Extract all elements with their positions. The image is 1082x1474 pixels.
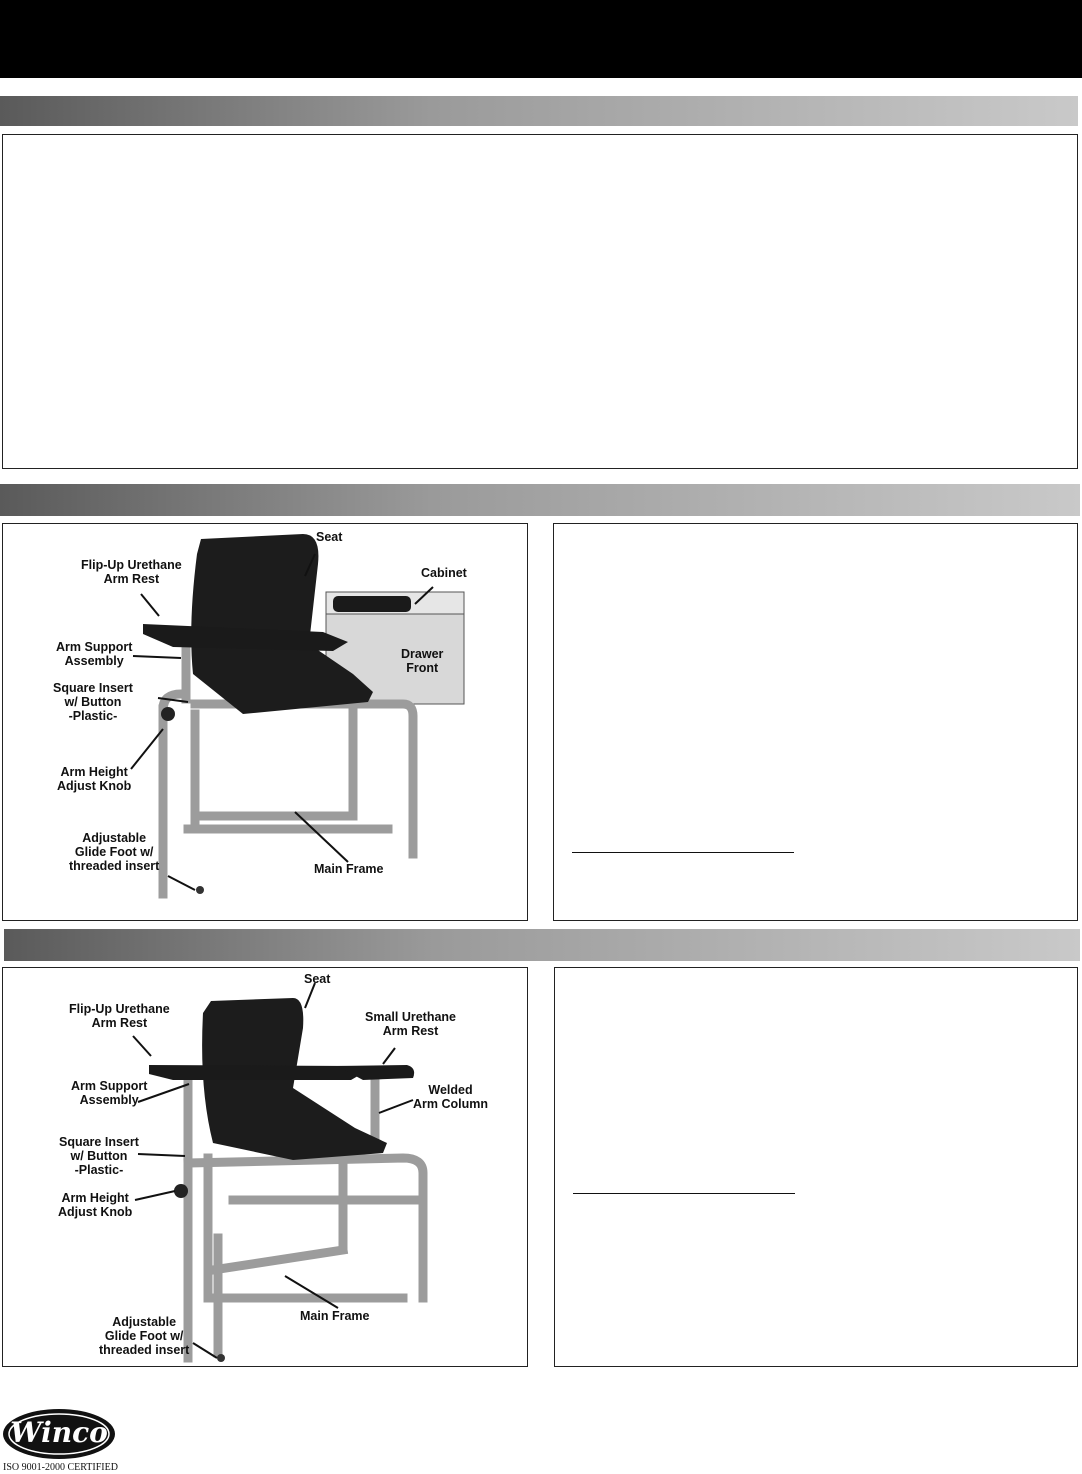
section-bar-3 xyxy=(4,929,1080,961)
label-drawer-front: Drawer Front xyxy=(401,647,444,675)
label-seat: Seat xyxy=(316,530,343,544)
logo-text: Winco xyxy=(10,1416,108,1449)
label-square-insert: Square Insert w/ Button -Plastic- xyxy=(53,681,133,723)
label-small-armrest: Small Urethane Arm Rest xyxy=(365,1010,457,1038)
label-arm-column: Welded Arm Column xyxy=(413,1083,488,1111)
divider-line xyxy=(573,1193,795,1194)
label-cabinet: Cabinet xyxy=(421,566,467,580)
section-bar-1 xyxy=(0,96,1078,126)
label-flip-up-armrest: Flip-Up Urethane Arm Rest xyxy=(81,558,182,586)
diagram-1-panel xyxy=(2,523,528,921)
label-main-frame: Main Frame xyxy=(314,862,384,876)
label-seat: Seat xyxy=(304,972,331,986)
label-glide-foot: Adjustable Glide Foot w/ threaded insert xyxy=(99,1315,190,1357)
section-bar-2 xyxy=(0,484,1080,516)
info-box-1 xyxy=(553,523,1078,921)
label-adjust-knob: Arm Height Adjust Knob xyxy=(58,1191,133,1219)
label-arm-support: Arm Support Assembly xyxy=(56,640,133,668)
label-glide-foot: Adjustable Glide Foot w/ threaded insert xyxy=(69,831,160,873)
intro-box xyxy=(2,134,1078,469)
label-adjust-knob: Arm Height Adjust Knob xyxy=(57,765,132,793)
label-main-frame: Main Frame xyxy=(300,1309,370,1323)
winco-logo xyxy=(2,1408,120,1460)
iso-certification: ISO 9001-2000 CERTIFIED xyxy=(3,1462,118,1473)
label-arm-support: Arm Support Assembly xyxy=(71,1079,148,1107)
info-box-2 xyxy=(554,967,1078,1367)
label-flip-up-armrest: Flip-Up Urethane Arm Rest xyxy=(69,1002,170,1030)
label-square-insert: Square Insert w/ Button -Plastic- xyxy=(59,1135,139,1177)
header-bar xyxy=(0,0,1082,78)
diagram-2-panel xyxy=(2,967,528,1367)
divider-line xyxy=(572,852,794,853)
